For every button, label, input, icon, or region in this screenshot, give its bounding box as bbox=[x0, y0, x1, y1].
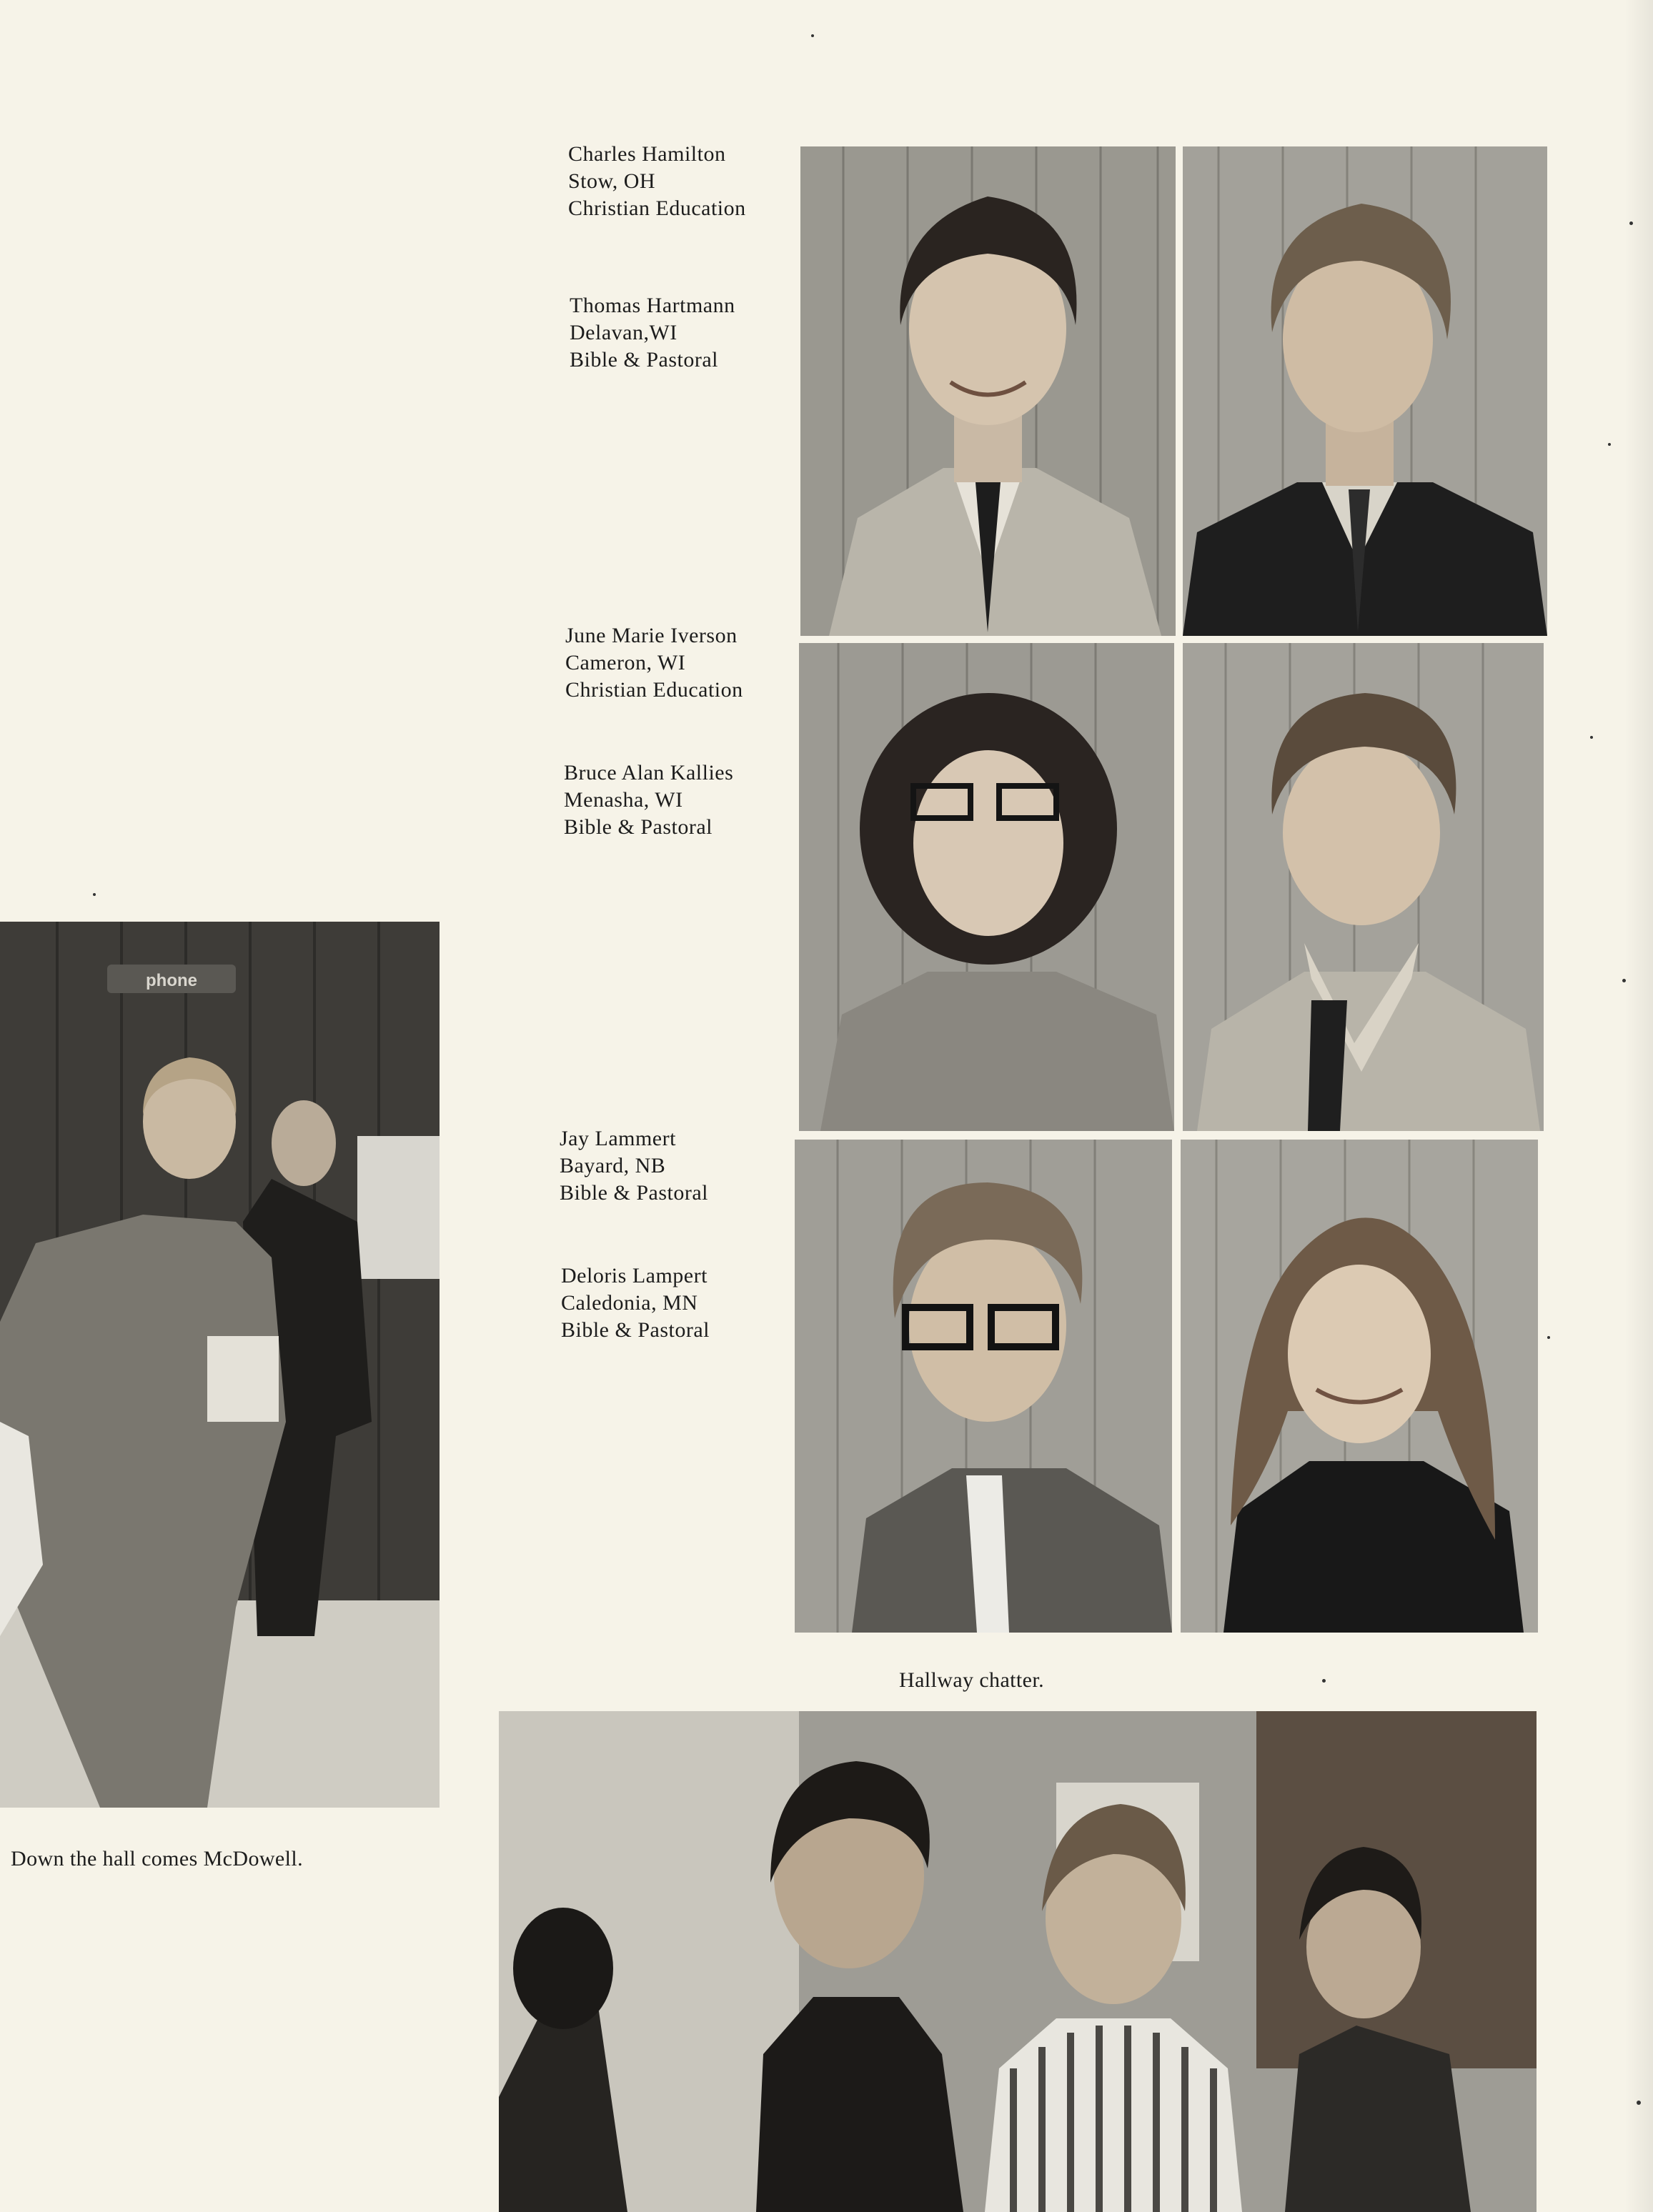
student-name: Jay Lammert bbox=[560, 1127, 676, 1150]
portrait-photo-jay-lammert bbox=[795, 1140, 1172, 1633]
student-hometown: Cameron, WI bbox=[565, 651, 686, 674]
student-info-deloris-lampert bbox=[561, 1262, 710, 1344]
student-hometown: Bayard, NB bbox=[560, 1154, 666, 1177]
student-hometown: Menasha, WI bbox=[564, 788, 683, 812]
student-info-thomas-hartmann bbox=[570, 292, 735, 374]
student-major: Bible & Pastoral bbox=[570, 348, 718, 372]
student-name: Charles Hamilton bbox=[568, 142, 726, 166]
portrait-photo-bruce-alan-kallies bbox=[1183, 643, 1544, 1131]
student-hometown: Stow, OH bbox=[568, 169, 656, 193]
student-hometown: Caledonia, MN bbox=[561, 1291, 698, 1315]
student-info-charles-hamilton bbox=[568, 141, 746, 222]
student-name: June Marie Iverson bbox=[565, 624, 738, 647]
print-speck bbox=[1637, 2101, 1641, 2105]
print-speck bbox=[1608, 443, 1611, 446]
page-edge-shadow bbox=[1624, 0, 1653, 2212]
student-name: Thomas Hartmann bbox=[570, 294, 735, 317]
portrait-photo-thomas-hartmann bbox=[1183, 146, 1547, 636]
print-speck bbox=[1622, 979, 1626, 982]
caption-mcdowell: Down the hall comes McDowell. bbox=[11, 1847, 304, 1870]
student-major: Bible & Pastoral bbox=[561, 1318, 710, 1342]
print-speck bbox=[1547, 1336, 1550, 1339]
phone-sign-text: phone bbox=[146, 971, 197, 990]
hallway-chatter-photo bbox=[499, 1711, 1537, 2212]
portrait-photo-charles-hamilton bbox=[800, 146, 1176, 636]
print-speck bbox=[1322, 1679, 1326, 1683]
caption-hallway-chatter: Hallway chatter. bbox=[899, 1668, 1044, 1692]
print-speck bbox=[93, 893, 96, 896]
hallway-photo-mcdowell bbox=[0, 922, 440, 1808]
student-hometown: Delavan,WI bbox=[570, 321, 677, 344]
print-speck bbox=[1590, 736, 1593, 739]
student-name: Bruce Alan Kallies bbox=[564, 761, 734, 784]
portrait-photo-deloris-lampert bbox=[1181, 1140, 1538, 1633]
student-name: Deloris Lampert bbox=[561, 1264, 708, 1287]
print-speck bbox=[811, 34, 814, 37]
student-info-jay-lammert bbox=[560, 1125, 708, 1207]
print-speck bbox=[1629, 221, 1633, 225]
student-major: Bible & Pastoral bbox=[564, 815, 713, 839]
student-info-bruce-alan-kallies bbox=[564, 759, 733, 841]
student-major: Bible & Pastoral bbox=[560, 1181, 708, 1205]
student-info-june-marie-iverson bbox=[565, 622, 743, 704]
student-major: Christian Education bbox=[568, 196, 746, 220]
student-major: Christian Education bbox=[565, 678, 743, 702]
portrait-photo-june-marie-iverson bbox=[799, 643, 1174, 1131]
